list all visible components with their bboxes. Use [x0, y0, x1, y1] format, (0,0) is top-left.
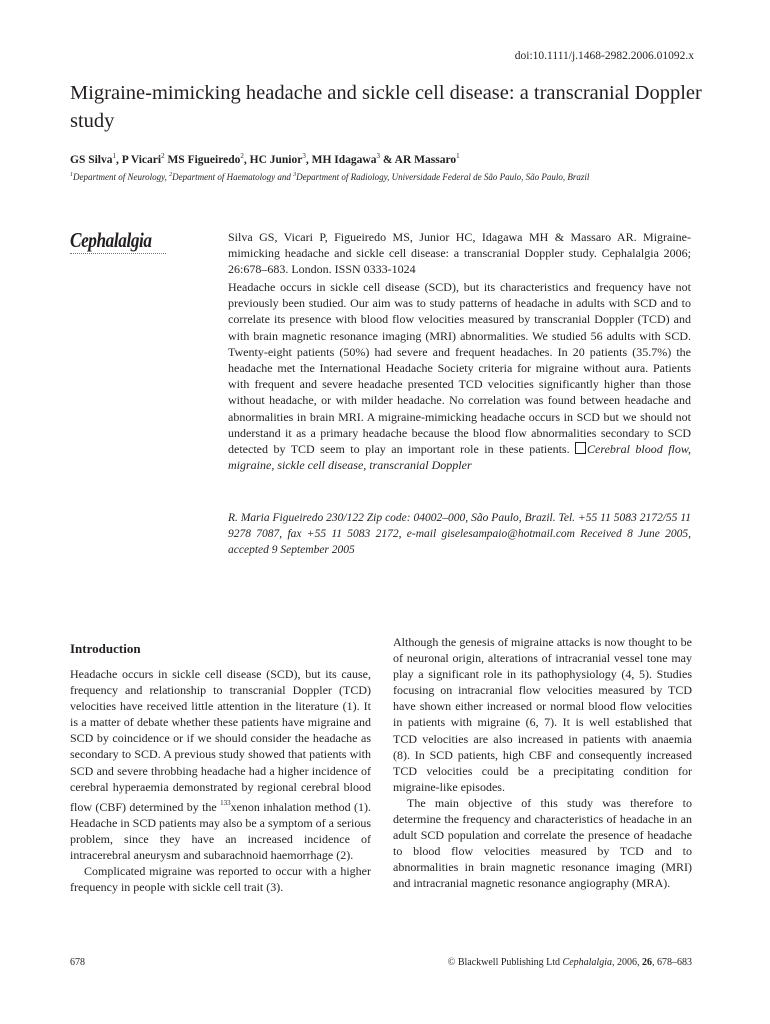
abstract-keywords: Cerebral blood flow, migraine, sickle cell disease, transcranial Doppler [228, 442, 691, 473]
author: MS Figueiredo [167, 153, 241, 166]
paragraph: Complicated migraine was reported to occur with a higher frequency in people with sickle cell trait (3). [70, 864, 371, 895]
journal-name: Cephalalgia [562, 957, 612, 968]
author-affiliation-marker: 2 [161, 152, 165, 160]
author: GS Silva [70, 153, 113, 166]
abstract [228, 279, 691, 473]
affiliation: Department of Radiology, Universidade Federal de São Paulo, São Paulo, Brazil [296, 172, 590, 182]
author-affiliation-marker: 1 [112, 152, 117, 160]
year: , 2006, [612, 957, 642, 968]
correspondence: R. Maria Figueiredo 230/122 Zip code: 04002–000, São Paulo, Brazil. Tel. +55 11 5083 2172/55 11 9278 7087, fax +55 11 5083 2172, e-mail giselesampaio@hotmail.com Received 8 June 2005, accepted 9 September 2005 [228, 512, 691, 556]
keyword-box-icon [575, 442, 586, 454]
author-affiliation-marker: 3 [302, 152, 306, 160]
author: HC Junior [249, 153, 303, 166]
author-affiliation-marker: 1 [456, 152, 460, 160]
isotope-superscript: 133 [220, 798, 231, 807]
author: P Vicari [121, 153, 162, 166]
affiliation-marker: 3 [293, 172, 297, 178]
paragraph-text: xenon inhalation method (1). Headache in SCD patients may also be a symptom of a serious problem, since they have an increased incidence of intracerebral aneurysm and subarachnoid haemorrhage (2). [70, 799, 371, 863]
author-separator: & [379, 153, 395, 166]
author-affiliation-marker: 2 [240, 152, 244, 160]
volume: 26 [642, 957, 652, 968]
author: MH Idagawa [311, 153, 377, 166]
body-column-left [70, 666, 371, 895]
article-title: Migraine-mimicking headache and sickle cell disease: a transcranial Doppler study [70, 82, 702, 132]
paragraph: Although the genesis of migraine attacks is now thought to be of neuronal origin, alterations of intracranial vessel tone may play a significant role in its pathophysiology (4, 5). Studies focusing on intracranial flow velocities measured by TCD have shown either increased or normal blood flow velocities in patients with migraine (6, 7). It is well established that TCD velocities are also increased in patients with anaemia (8). In SCD patients, high CBF and consequently increased TCD velocities could be a precipitating condition for migraine-like episodes. [393, 635, 692, 794]
author-separator: , [305, 153, 312, 166]
affiliation: Department of Neurology, [73, 172, 170, 182]
author-affiliation-marker: 3 [376, 152, 380, 160]
affiliation-marker: 1 [70, 172, 73, 178]
logo-underline [70, 253, 166, 254]
paragraph-text: Headache occurs in sickle cell disease (SCD), but its cause, frequency and relationship to transcranial Doppler (TCD) velocities have received little attention in the literature (1). It is a matter of debate whether these patients have migraine and SCD by coincidence or if we should consider the headache as secondary to SCD. A previous study showed that patients with SCD and severe throbbing headache had a higher incidence of cerebral hyperaemia demonstrated by regional cerebral blood flow (CBF) determined by the [70, 667, 371, 814]
affiliation-marker: 2 [169, 172, 173, 178]
pages: , 678–683 [652, 957, 692, 968]
affiliation: Department of Haematology and [172, 172, 294, 182]
author-list [70, 152, 710, 166]
abstract-text: Headache occurs in sickle cell disease (SCD), but its characteristics and frequency have not previously been studied. Our aim was to study patterns of headache in adults with SCD and to correlate its presence with blood flow velocities measured by transcranial Doppler (TCD) and with brain magnetic resonance imaging (MRI) abnormalities. We studied 56 adults with SCD. Twenty-eight patients (50%) had severe and frequent headaches. In 20 patients (35.7%) the headache met the International Headache Society criteria for migraine without aura. Patients with frequent and severe headache presented TCD velocities significantly higher than those without headache, or with milder headache. No correlation was found between headache and abnormalities in brain MRI. A migraine-mimicking headache occurs in SCD but we should not understand it as a primary headache because the blood flow abnormalities secondary to SCD detected by TCD seem to play an important role in these patients. [228, 280, 691, 457]
author-separator: , [243, 153, 250, 166]
doi-line[interactable]: doi:10.1111/j.1468-2982.2006.01092.x [514, 50, 694, 62]
journal-logo: Cephalalgia [70, 228, 152, 252]
citation-block: Silva GS, Vicari P, Figueiredo MS, Junior HC, Idagawa MH & Massaro AR. Migraine-mimicking headache and sickle cell disease: a transcranial Doppler study. Cephalalgia 2006; 26:678–683. London. ISSN 0333-1024 [228, 230, 691, 276]
copyright-prefix: © Blackwell Publishing Ltd [447, 957, 563, 968]
paragraph: The main objective of this study was therefore to determine the frequency and characteristics of headache in an adult SCD population and correlate the presence of headache to blood flow velocities measured by TCD and to abnormalities in brain magnetic resonance imaging (MRI) and intracranial magnetic resonance angiography (MRA). [393, 795, 692, 891]
author-separator: , [116, 153, 122, 166]
section-heading-introduction: Introduction [70, 641, 141, 656]
affiliations [70, 172, 710, 182]
page-number: 678 [70, 957, 85, 968]
author: AR Massaro [394, 153, 457, 166]
copyright-line [448, 957, 692, 968]
body-column-right [393, 634, 692, 892]
paragraph [70, 666, 371, 863]
